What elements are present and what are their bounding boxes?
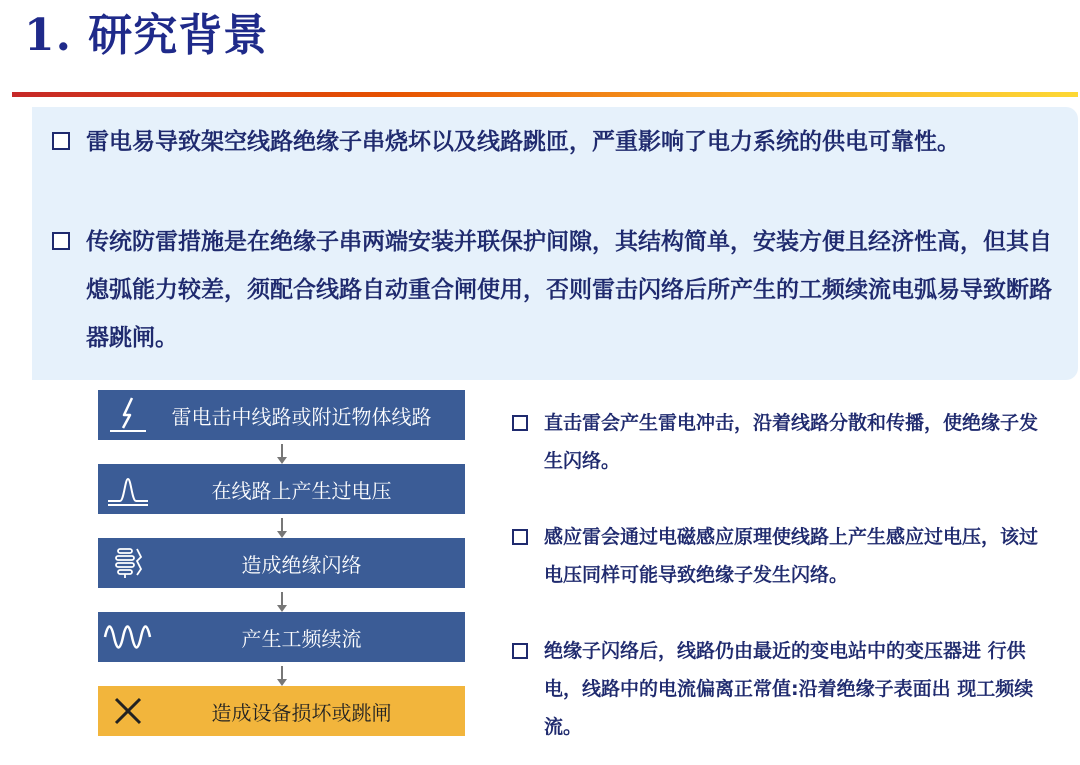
insulator-flashover-icon <box>98 538 158 588</box>
checkbox-bullet-icon <box>512 415 528 431</box>
flow-step-label: 雷电击中线路或附近物体线路 <box>171 404 432 429</box>
flow-step-label: 产生工频续流 <box>241 626 362 651</box>
checkbox-bullet-icon <box>52 132 70 150</box>
flow-step-label: 在线路上产生过电压 <box>211 478 392 503</box>
flow-step-flashover <box>98 538 465 588</box>
flow-step-label: 造成绝缘闪络 <box>241 552 362 577</box>
flow-step-damage <box>98 686 465 736</box>
bullet-text: 直击雷会产生雷电冲击，沿着线路分散和传播，使绝缘子发生闪络。 <box>544 412 1039 472</box>
checkbox-bullet-icon <box>512 529 528 545</box>
down-arrow-icon <box>281 666 283 680</box>
flow-step-overvoltage <box>98 464 465 514</box>
flow-step-lightning <box>98 390 465 440</box>
x-mark-icon <box>98 686 158 736</box>
down-arrow-icon <box>281 444 283 458</box>
title-divider <box>12 92 1078 97</box>
sine-wave-icon <box>98 612 158 662</box>
voltage-pulse-icon <box>98 464 158 514</box>
checkbox-bullet-icon <box>512 643 528 659</box>
page-title: 1. 研究背景 <box>24 10 269 61</box>
lightning-icon <box>98 390 158 440</box>
bullet-text: 感应雷会通过电磁感应原理使线路上产生感应过电压，该过电压同样可能导致绝缘子发生闪络。 <box>544 526 1039 586</box>
down-arrow-icon <box>281 592 283 606</box>
intro-item <box>52 118 1062 166</box>
bullet-item <box>510 518 1040 594</box>
down-arrow-icon <box>281 518 283 532</box>
intro-item-text: 传统防雷措施是在绝缘子串两端安装并联保护间隙，其结构简单，安装方便且经济性高，但其自熄弧能力较差，须配合线路自动重合闸使用，否则雷击闪络后所产生的工频续流电弧易导致断路器跳闸。 <box>86 229 1052 351</box>
flow-step-label: 造成设备损坏或跳闸 <box>211 700 392 725</box>
flow-step-power-follow <box>98 612 465 662</box>
intro-item-text: 雷电易导致架空线路绝缘子串烧坏以及线路跳匝，严重影响了电力系统的供电可靠性。 <box>86 129 960 155</box>
bullet-item <box>510 404 1040 480</box>
intro-item <box>52 218 1062 362</box>
checkbox-bullet-icon <box>52 232 70 250</box>
bullet-item <box>510 632 1040 746</box>
bullet-text: 绝缘子闪络后，线路仍由最近的变电站中的变压器进 行供电，线路中的电流偏离正常值:沿着绝缘子表面出 现工频续流。 <box>544 640 1034 738</box>
